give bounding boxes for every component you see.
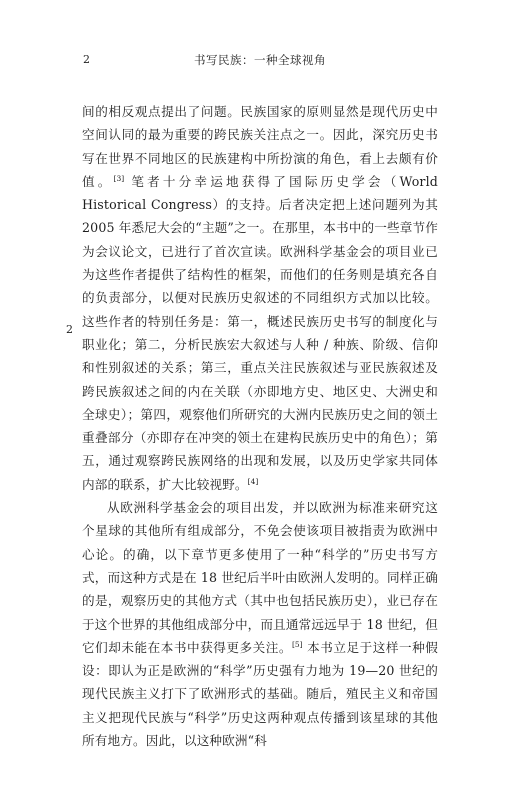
running-title: 书写民族：一种全球视角 xyxy=(194,53,326,67)
footnote-ref-5[interactable]: [5] xyxy=(291,639,303,649)
paragraph-1-text-a: 间的相反观点提出了问题。民族国家的原则显然是现代历史中空间认同的最为重要的跨民族关注点之一。因此，深究历史书写在世界不同地区的民族建构中所扮演的角色，看上去颇有价值。 xyxy=(82,104,438,189)
page-header xyxy=(0,50,520,70)
paragraph-2-text-a: 从欧洲科学基金会的项目出发，并以欧洲为标准来研究这个星球的其他所有组成部分，不免会使该项目被指责为欧洲中心论。的确，以下章节更多使用了一种“科学的”历史书写方式，而这种方式是在 18 世纪后半叶由欧洲人发明的。同样正确的是，观察历史的其他方式（其中也包括民族历史），业已存在于这个世界的其他组成部分中，而且通常远远早于 18 世纪，但它们却未能在本书中获得更多关注。 xyxy=(82,500,438,655)
paragraph-2-text-b: 本书立足于这样一种假设：即认为正是欧洲的“科学”历史强有力地为 19—20 世纪的现代民族主义打下了欧洲形式的基础。随后，殖民主义和帝国主义把现代民族与“科学”历史这两种观点传播到该星球的其他所有地方。因此，以这种欧洲“科 xyxy=(82,639,438,749)
paragraph-1 xyxy=(82,100,438,496)
page-number: 2 xyxy=(83,53,90,66)
body-text xyxy=(82,100,438,752)
original-page-marker: 2 xyxy=(66,323,73,336)
paragraph-2 xyxy=(82,496,438,752)
paragraph-1-text-b: 笔者十分幸运地获得了国际历史学会（World Historical Congress）的支持。后者决定把上述问题列为其 2005 年悉尼大会的“主题”之一。在那里，本书中的一些章节作为会议论文，已进行了首次宣读。欧洲科学基金会的项目业已为这些作者提供了结构性的框架，而他们的任务则是填充各自的负责部分，以便对民族历史叙述的不同组织方式加以比较。这些作者的特别任务是：第一，概述民族历史书写的制度化与职业化；第二，分析民族宏大叙述与人种 / 种族、阶级、信仰和性别叙述的关系；第三，重点关注民族叙述与亚民族叙述及跨民族叙述之间的内在关联（亦即地方史、地区史、大洲史和全球史）；第四，观察他们所研究的大洲内民族历史之间的领土重叠部分（亦即存在冲突的领土在建构民族历史中的角色）；第五，通过观察跨民族网络的出现和发展，以及历史学家共同体内部的联系，扩大比较视野。 xyxy=(82,173,438,492)
footnote-ref-4[interactable]: [4] xyxy=(247,476,259,486)
footnote-ref-3[interactable]: [3] xyxy=(113,173,125,183)
